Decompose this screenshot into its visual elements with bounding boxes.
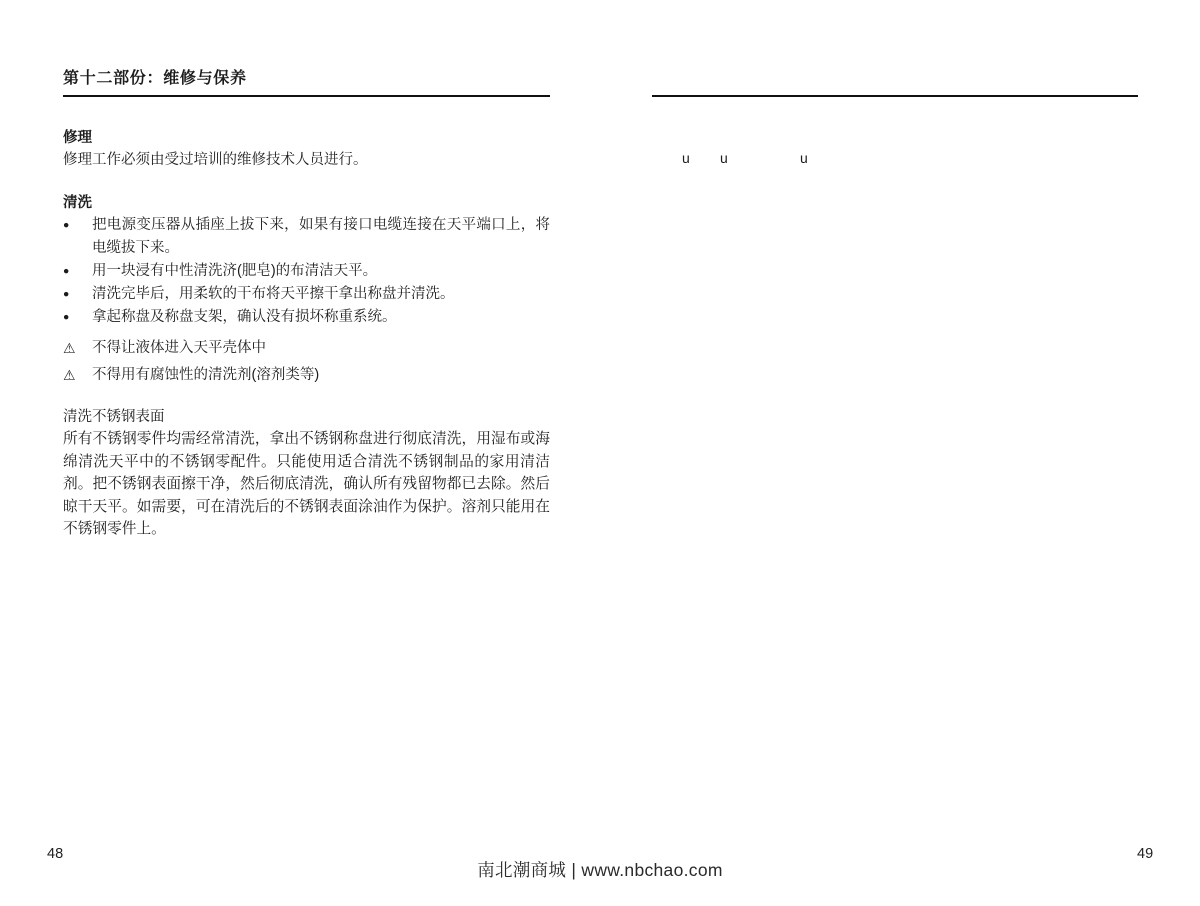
- repair-body-text: 修理工作必须由受过培训的维修技术人员进行。: [63, 152, 368, 168]
- warning-text: 不得用有腐蚀性的清洗剂(溶剂类等): [92, 367, 320, 383]
- bullet-icon: ●: [63, 265, 70, 277]
- bullet-icon: ●: [63, 288, 70, 300]
- stainless-heading: 清洗不锈钢表面: [63, 409, 165, 425]
- right-page-column: [652, 95, 1138, 215]
- warning-icon: ⚠: [63, 340, 76, 356]
- list-item: [63, 283, 550, 306]
- header-rule-right: [652, 95, 1138, 97]
- list-item: [63, 214, 550, 260]
- page-number-right: 49: [1137, 846, 1154, 862]
- section-title: 第十二部份：维修与保养: [63, 68, 550, 97]
- list-item: [63, 260, 550, 283]
- list-item: [63, 306, 550, 329]
- warning-row: [63, 337, 550, 360]
- warning-row: [63, 364, 550, 387]
- bullet-text: 清洗完毕后，用柔软的干布将天平擦干拿出称盘并清洗。: [92, 286, 455, 302]
- bullet-text: 用一块浸有中性清洗济(肥皂)的布清洁天平。: [92, 263, 378, 279]
- stray-char: u: [720, 150, 728, 166]
- bullet-icon: ●: [63, 219, 70, 231]
- repair-heading: 修理: [63, 130, 92, 146]
- bullet-text: 把电源变压器从插座上拔下来，如果有接口电缆连接在天平端口上，将电缆拔下来。: [92, 217, 550, 256]
- page-number-left: 48: [47, 846, 64, 862]
- stray-char: u: [800, 150, 808, 166]
- warning-text: 不得让液体进入天平壳体中: [92, 340, 266, 356]
- warning-icon: ⚠: [63, 367, 76, 383]
- left-page-column: [63, 68, 550, 541]
- stainless-body-text: 所有不锈钢零件均需经常清洗，拿出不锈钢称盘进行彻底清洗，用湿布或海绵清洗天平中的不锈钢零配件。只能使用适合清洗不锈钢制品的家用清洁剂。把不锈钢表面擦干净，然后彻底清洗，确认所有残留物都已去除。然后晾干天平。如需要，可在清洗后的不锈钢表面涂油作为保护。溶剂只能用在不锈钢零件上。: [63, 431, 550, 537]
- cleaning-heading: 清洗: [63, 195, 92, 211]
- cleaning-bullet-list: [63, 214, 550, 329]
- site-watermark: 南北潮商城 | www.nbchao.com: [477, 860, 723, 880]
- bullet-icon: ●: [63, 311, 70, 323]
- stray-char: u: [682, 150, 690, 166]
- bullet-text: 拿起称盘及称盘支架，确认没有损坏称重系统。: [92, 309, 397, 325]
